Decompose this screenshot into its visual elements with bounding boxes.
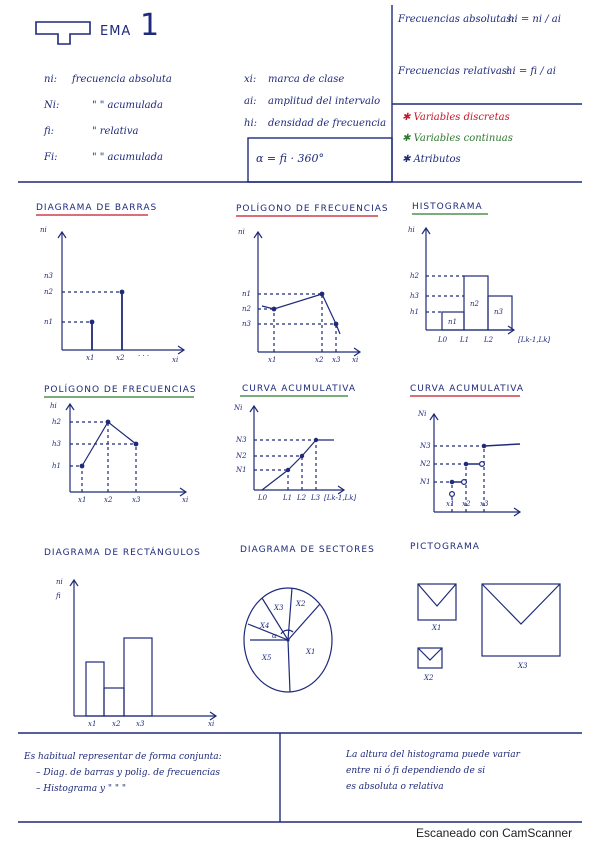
title-curva-1: CURVA ACUMULATIVA <box>242 384 357 394</box>
picto-label-x3: X3 <box>518 662 528 670</box>
histo-tick-L2: L2 <box>484 336 494 344</box>
histo-bar-n3: n3 <box>494 308 503 316</box>
curva2-tick-N2: N2 <box>420 460 431 468</box>
abs-freq-label: Frecuencias absolutas: <box>398 14 515 25</box>
picto-label-x1: X1 <box>432 624 442 632</box>
barras-tick-x2: x2 <box>116 354 125 362</box>
tema-label: EMA <box>100 24 132 39</box>
poligono1-tick-x1: x1 <box>268 356 277 364</box>
histo-bar-n1: n1 <box>448 318 457 326</box>
sector-label-x5: X5 <box>262 654 272 662</box>
histo-tick-h3: h3 <box>410 292 419 300</box>
footer-right-line-2: entre ni ó fi dependiendo de si <box>346 766 486 776</box>
barras-tick-n1: n1 <box>44 318 53 326</box>
def-sym-Ni: Ni: <box>44 100 60 111</box>
histo-tick-h1: h1 <box>410 308 419 316</box>
def-text-Fi: " " acumulada <box>92 152 164 163</box>
barras-tick-n2: n2 <box>44 288 53 296</box>
sector-alpha-label: α <box>272 632 277 640</box>
curva2-tick-N3: N3 <box>420 442 431 450</box>
def-text-xi: marca de clase <box>268 74 345 85</box>
barras-tick-n3: n3 <box>44 272 53 280</box>
title-diagrama-barras: DIAGRAMA DE BARRAS <box>36 203 158 213</box>
poligono2-tick-x1: x1 <box>78 496 87 504</box>
alpha-formula: α = fi · 360° <box>256 152 324 165</box>
barras-tick-dots: · · · <box>138 352 150 360</box>
title-poligono-1: POLÍGONO DE FRECUENCIAS <box>236 204 389 214</box>
title-curva-2: CURVA ACUMULATIVA <box>410 384 525 394</box>
type-discretas: ✱ Variables discretas <box>402 112 510 123</box>
poligono2-tick-h1: h1 <box>52 462 61 470</box>
type-atributos: ✱ Atributos <box>402 154 461 165</box>
camscanner-watermark: Escaneado con CamScanner <box>416 826 573 840</box>
title-poligono-2: POLÍGONO DE FRECUENCIAS <box>44 385 197 395</box>
poligono1-tick-n1: n1 <box>242 290 251 298</box>
rect-tick-x3: x3 <box>136 720 145 728</box>
histo-tick-L1: L1 <box>460 336 470 344</box>
def-text-ai: amplitud del intervalo <box>268 96 381 107</box>
tema-number: 1 <box>140 8 160 43</box>
barras-y-label: ni <box>40 226 47 234</box>
curva1-tick-N2: N2 <box>236 452 247 460</box>
def-sym-ai: ai: <box>244 96 257 107</box>
title-sectores: DIAGRAMA DE SECTORES <box>240 545 375 555</box>
poligono1-tick-x3: x3 <box>332 356 341 364</box>
def-sym-xi: xi: <box>244 74 257 85</box>
footer-right-line-1: La altura del histograma puede variar <box>346 750 520 760</box>
title-pictograma: PICTOGRAMA <box>410 542 480 552</box>
barras-x-label: xi <box>172 356 179 364</box>
curva1-tick-L1: L1 <box>283 494 293 502</box>
poligono2-tick-h3: h3 <box>52 440 61 448</box>
curva1-tick-L2: L2 <box>297 494 307 502</box>
poligono2-x-label: xi <box>182 496 189 504</box>
poligono2-tick-x3: x3 <box>132 496 141 504</box>
poligono2-tick-x2: x2 <box>104 496 113 504</box>
sector-label-x1: X1 <box>306 648 316 656</box>
title-rectangulos: DIAGRAMA DE RECTÁNGULOS <box>44 548 201 558</box>
curva1-tick-N3: N3 <box>236 436 247 444</box>
def-text-hi: densidad de frecuencia <box>268 118 387 129</box>
rect-y-label: ni <box>56 578 63 586</box>
def-sym-Fi: Fi: <box>44 152 58 163</box>
poligono2-tick-h2: h2 <box>52 418 61 426</box>
curva1-tick-Lk: [Lk-1,Lk] <box>324 494 357 502</box>
picto-label-x2: X2 <box>424 674 434 682</box>
poligono1-tick-n2: n2 <box>242 305 251 313</box>
poligono2-y-label: hi <box>50 402 57 410</box>
curva2-y-label: Ni <box>418 410 427 418</box>
rect-tick-x2: x2 <box>112 720 121 728</box>
curva2-tick-x2: x2 <box>462 500 471 508</box>
def-sym-fi: fi: <box>44 126 55 137</box>
rect-y2-label: fi <box>56 592 61 600</box>
histo-tick-h2: h2 <box>410 272 419 280</box>
def-text-fi: " relativa <box>92 126 139 137</box>
histo-bar-n2: n2 <box>470 300 479 308</box>
poligono1-tick-x2: x2 <box>315 356 324 364</box>
curva1-tick-L3: L3 <box>311 494 321 502</box>
sector-label-x3: X3 <box>274 604 284 612</box>
def-text-ni: frecuencia absoluta <box>72 74 172 85</box>
type-continuas: ✱ Variables continuas <box>402 133 513 144</box>
poligono1-y-label: ni <box>238 228 245 236</box>
rect-x-label: xi <box>208 720 215 728</box>
sector-label-x4: X4 <box>260 622 270 630</box>
curva2-tick-x1: x1 <box>446 500 455 508</box>
footer-left-line-3: – Histograma y " " " <box>36 784 127 794</box>
def-text-Ni: " " acumulada <box>92 100 164 111</box>
curva1-tick-L0: L0 <box>258 494 268 502</box>
curva2-tick-x3: x3 <box>480 500 489 508</box>
abs-freq-formula: hi = ni / ai <box>508 14 561 25</box>
footer-left-line-1: Es habitual representar de forma conjunta: <box>24 752 222 762</box>
footer-left-line-2: – Diag. de barras y polig. de frecuencias <box>36 768 220 778</box>
tema-t-logo <box>36 22 90 44</box>
poligono1-tick-n3: n3 <box>242 320 251 328</box>
def-sym-hi: hi: <box>244 118 258 129</box>
sector-label-x2: X2 <box>296 600 306 608</box>
def-sym-ni: ni: <box>44 74 58 85</box>
footer-right-line-3: es absoluta o relativa <box>346 782 444 792</box>
poligono1-x-label: xi <box>352 356 359 364</box>
rect-tick-x1: x1 <box>88 720 97 728</box>
barras-tick-x1: x1 <box>86 354 95 362</box>
histo-tick-L0: L0 <box>438 336 448 344</box>
rel-freq-formula: hi = fi / ai <box>506 66 556 77</box>
histo-y-label: hi <box>408 226 415 234</box>
histo-tick-Lk: [Lk-1,Lk] <box>518 336 551 344</box>
curva1-y-label: Ni <box>234 404 243 412</box>
curva2-tick-N1: N1 <box>420 478 431 486</box>
rel-freq-label: Frecuencias relativas: <box>398 66 511 77</box>
curva1-tick-N1: N1 <box>236 466 247 474</box>
title-histograma: HISTOGRAMA <box>412 202 483 212</box>
